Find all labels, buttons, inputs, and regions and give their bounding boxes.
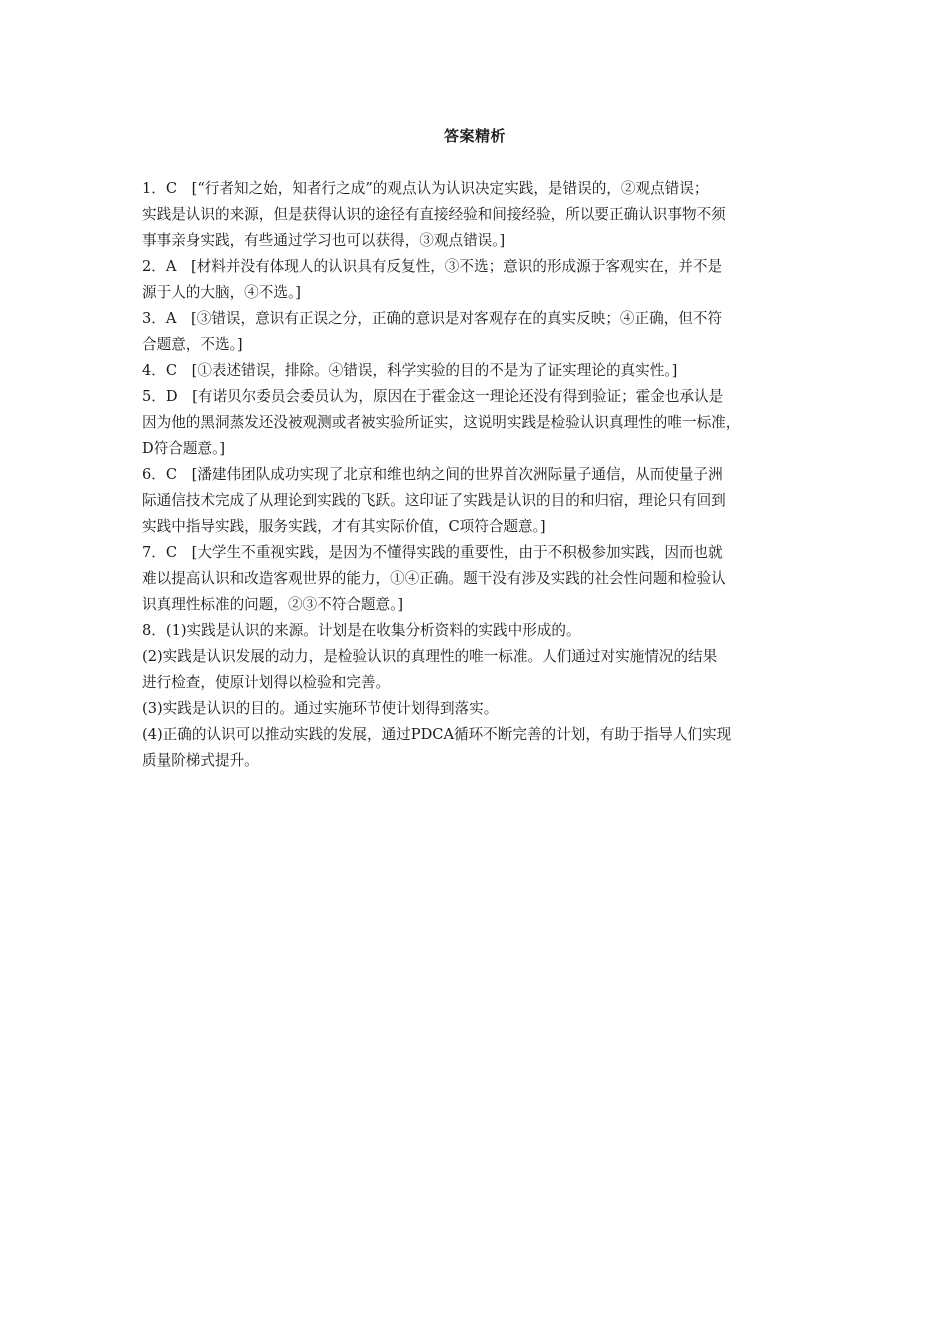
answer-8-part-1 xyxy=(142,618,818,644)
answer-list xyxy=(142,176,818,774)
answer-line: 际通信技术完成了从理论到实践的飞跃。这印证了实践是认识的目的和归宿，理论只有回到 xyxy=(142,492,726,509)
answer-line: 7．C [大学生不重视实践，是因为不懂得实践的重要性，由于不积极参加实践，因而也就 xyxy=(142,544,723,561)
answer-line: 5．D [有诺贝尔委员会委员认为，原因在于霍金这一理论还没有得到验证；霍金也承认是 xyxy=(142,388,724,405)
answer-2 xyxy=(142,254,818,306)
answer-line: D符合题意。] xyxy=(142,440,226,457)
answer-line: 3．A [③错误，意识有正误之分，正确的意识是对客观存在的真实反映；④正确，但不符 xyxy=(142,310,723,327)
answer-6 xyxy=(142,462,818,540)
answer-line: 实践中指导实践，服务实践，才有其实际价值，C项符合题意。] xyxy=(142,518,546,535)
answer-line: 质量阶梯式提升。 xyxy=(142,752,259,769)
answer-3 xyxy=(142,306,818,358)
answer-line: 8．(1)实践是认识的来源。计划是在收集分析资料的实践中形成的。 xyxy=(142,622,581,639)
answer-line: (2)实践是认识发展的动力，是检验认识的真理性的唯一标准。人们通过对实施情况的结果 xyxy=(142,648,718,665)
answer-8-part-2 xyxy=(142,644,818,696)
answer-line: 源于人的大脑，④不选。] xyxy=(142,284,301,301)
answer-5 xyxy=(142,384,818,462)
answer-1 xyxy=(142,176,818,254)
answer-line: 6．C [潘建伟团队成功实现了北京和维也纳之间的世界首次洲际量子通信，从而使量子洲 xyxy=(142,466,723,483)
page-title: 答案精析 xyxy=(443,127,506,145)
answer-line: 1．C [“行者知之始，知者行之成”的观点认为认识决定实践，是错误的，②观点错误； xyxy=(142,180,709,197)
answer-line: 4．C [①表述错误，排除。④错误，科学实验的目的不是为了证实理论的真实性。] xyxy=(142,362,678,379)
answer-7 xyxy=(142,540,818,618)
answer-line: (4)正确的认识可以推动实践的发展，通过PDCA循环不断完善的计划，有助于指导人们实现 xyxy=(142,726,732,743)
answer-4 xyxy=(142,358,818,384)
answer-line: 合题意，不选。] xyxy=(142,336,243,353)
answer-line: 2．A [材料并没有体现人的认识具有反复性，③不选；意识的形成源于客观实在，并不是 xyxy=(142,258,723,275)
answer-line: (3)实践是认识的目的。通过实施环节使计划得到落实。 xyxy=(142,700,499,717)
answer-line: 因为他的黑洞蒸发还没被观测或者被实验所证实，这说明实践是检验认识真理性的唯一标准， xyxy=(142,414,741,431)
answer-line: 难以提高认识和改造客观世界的能力，①④正确。题干没有涉及实践的社会性问题和检验认 xyxy=(142,570,726,587)
answer-line: 进行检查，使原计划得以检验和完善。 xyxy=(142,674,391,691)
answer-8-part-4 xyxy=(142,722,818,774)
answer-line: 实践是认识的来源，但是获得认识的途径有直接经验和间接经验，所以要正确认识事物不须 xyxy=(142,206,726,223)
answer-8-part-3 xyxy=(142,696,818,722)
answer-line: 识真理性标准的问题，②③不符合题意。] xyxy=(142,596,404,613)
answer-line: 事事亲身实践，有些通过学习也可以获得，③观点错误。] xyxy=(142,232,506,249)
